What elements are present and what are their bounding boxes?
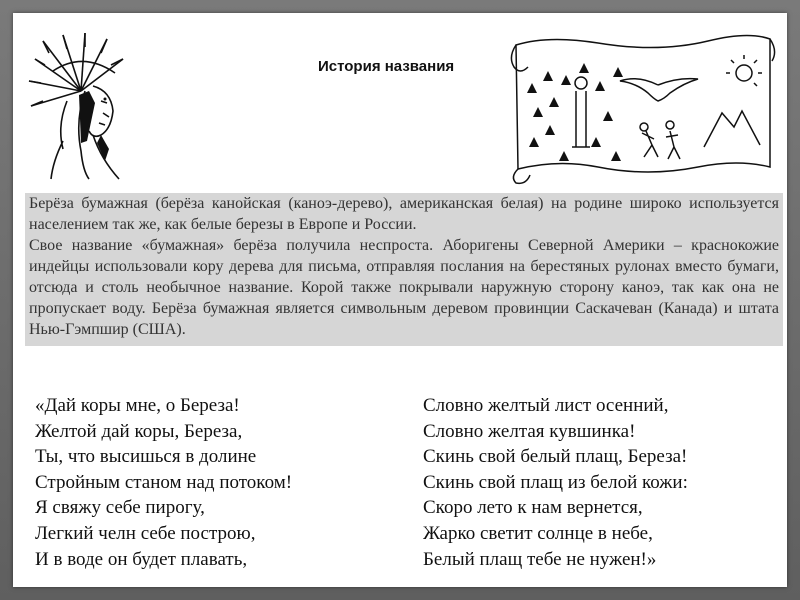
paragraph-2: Свое название «бумажная» берёза получила неспроста. Аборигены Северной Америки – краснокожие индейцы использовали кору дерева для письма, отправляя послания на берестяных рулонах вместо бумаги, отсюда и столь необычное название. Корой также покрывали наружную сторону каноэ, так как она не пропускает воду. Берёза бумажная является символьным деревом провинции Саскачеван (Канада) и штата Нью-Гэмпшир (США). (29, 237, 779, 338)
poem-line: Легкий челн себе построю, (35, 522, 256, 544)
slide (13, 13, 787, 587)
native-chief-illustration (23, 31, 141, 181)
poem-line: Я свяжу себе пирогу, (35, 497, 205, 519)
poem-column-left (35, 393, 292, 572)
page-title: История названия (318, 58, 455, 75)
poem-line: Скинь свой плащ из белой кожи: (423, 471, 688, 493)
poem-line: Желтой дай коры, Береза, (35, 420, 243, 442)
history-text (25, 193, 783, 346)
poem-line: И в воде он будет плавать, (35, 548, 248, 570)
poem-line: «Дай коры мне, о Береза! (35, 395, 240, 416)
poem-line: Скоро лето к нам вернется, (423, 497, 643, 519)
poem-line: Словно желтая кувшинка! (423, 420, 636, 442)
birch-bark-scroll-illustration (508, 27, 778, 187)
poem-line: Скинь свой белый плащ, Береза! (423, 446, 688, 468)
poem-line: Белый плащ тебе не нужен!» (423, 548, 657, 570)
poem-line: Жарко светит солнце в небе, (423, 522, 653, 544)
poem-line: Словно желтый лист осенний, (423, 395, 669, 416)
paragraph-1: Берёза бумажная (берёза канойская (каноэ-дерево), американская белая) на родине широко используется населением так же, как белые березы в Европе и России. (29, 195, 779, 233)
poem-line: Стройным станом над потоком! (35, 471, 293, 493)
poem-line: Ты, что высишься в долине (35, 446, 257, 468)
poem-column-right (423, 393, 688, 572)
